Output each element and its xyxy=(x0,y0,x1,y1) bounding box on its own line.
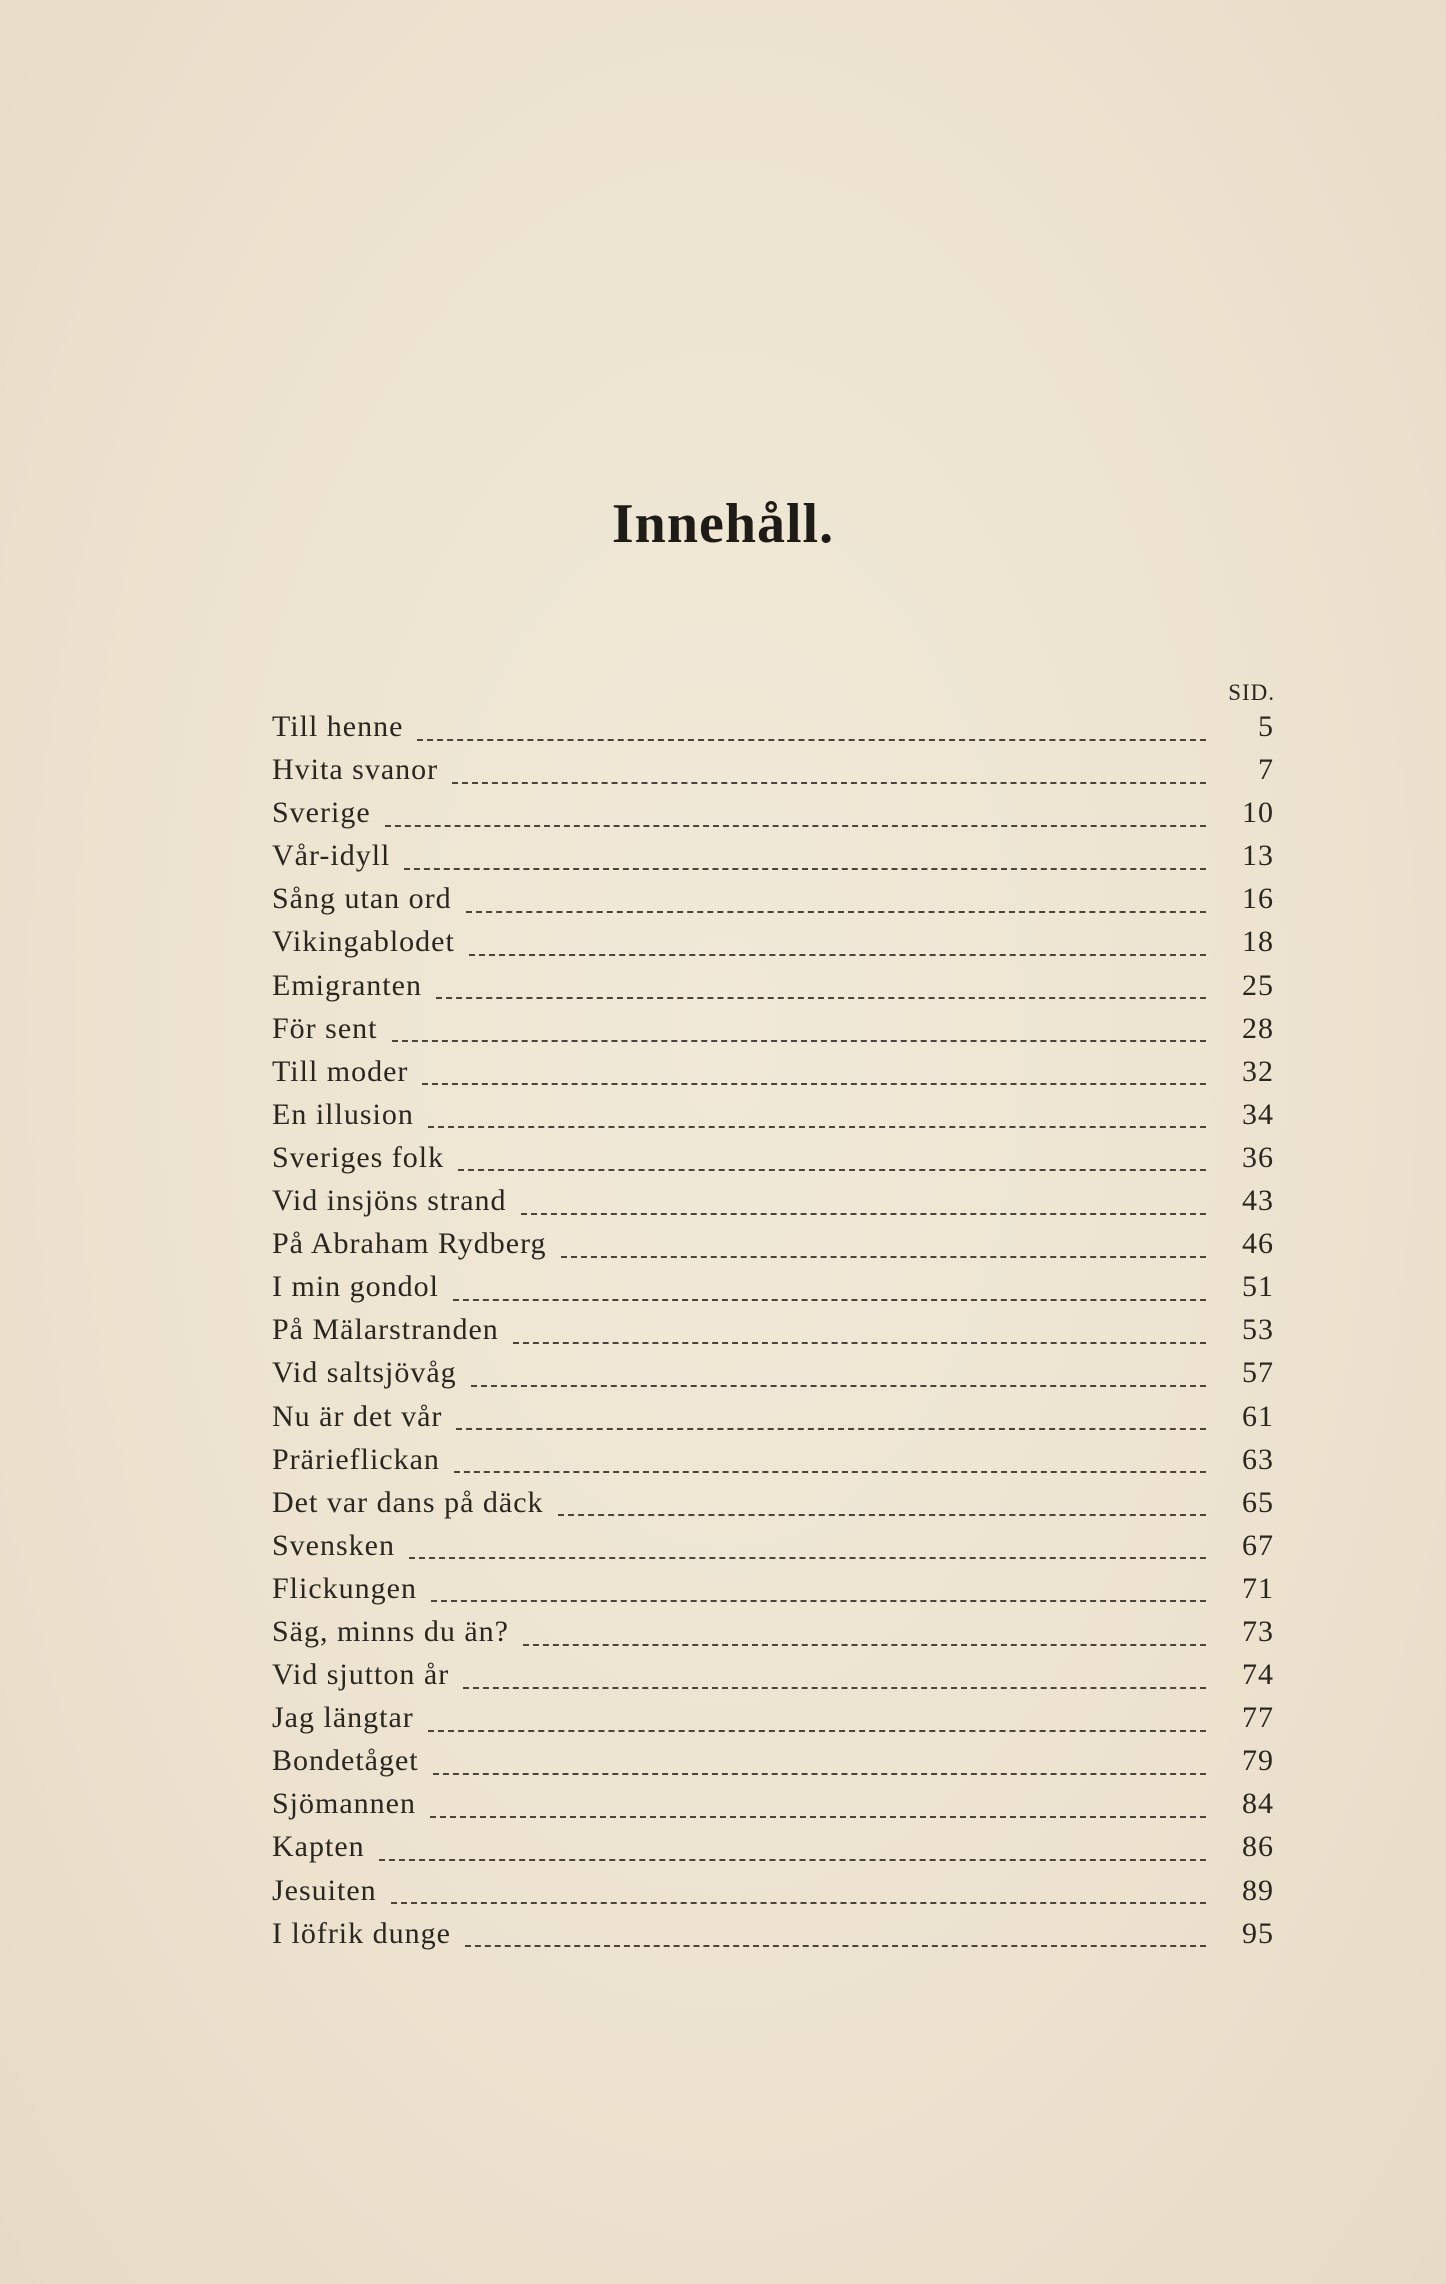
toc-entry xyxy=(272,839,1274,882)
toc-entry-page-number: 43 xyxy=(1242,1184,1274,1218)
toc-entry-page-number: 10 xyxy=(1242,796,1274,830)
dot-leader xyxy=(404,868,1206,870)
toc-entry xyxy=(272,1141,1274,1184)
toc-entry-page-number: 63 xyxy=(1242,1442,1274,1476)
dot-leader xyxy=(417,739,1206,741)
toc-entry xyxy=(272,1787,1274,1830)
dot-leader xyxy=(392,1040,1207,1042)
toc-entry xyxy=(272,1227,1274,1270)
toc-entry-page-number: 36 xyxy=(1242,1140,1274,1174)
toc-entry-title: Jag längtar xyxy=(272,1701,414,1735)
toc-entry xyxy=(272,1098,1274,1141)
toc-entry-title: Flickungen xyxy=(272,1571,417,1605)
dot-leader xyxy=(391,1902,1206,1904)
dot-leader xyxy=(436,997,1206,999)
toc-entry-title: På Mälarstranden xyxy=(272,1313,499,1347)
page-column-label: SID. xyxy=(1228,680,1275,705)
dot-leader xyxy=(463,1687,1206,1689)
toc-entry xyxy=(272,1356,1274,1399)
toc-entry-page-number: 67 xyxy=(1242,1528,1274,1562)
toc-entry xyxy=(272,1486,1274,1529)
dot-leader xyxy=(521,1213,1206,1215)
toc-entry-title: Vår-idyll xyxy=(272,839,391,873)
dot-leader xyxy=(465,1945,1206,1947)
toc-entry-title: På Abraham Rydberg xyxy=(272,1227,547,1261)
dot-leader xyxy=(458,1169,1206,1171)
toc-entry xyxy=(272,1917,1274,1960)
dot-leader xyxy=(558,1514,1206,1516)
dot-leader xyxy=(523,1644,1206,1646)
toc-entry-page-number: 95 xyxy=(1242,1916,1274,1950)
toc-entry-page-number: 7 xyxy=(1258,753,1274,787)
toc-entry-page-number: 46 xyxy=(1242,1227,1274,1261)
toc-entry-page-number: 34 xyxy=(1242,1097,1274,1131)
dot-leader xyxy=(453,1299,1206,1301)
toc-entry-page-number: 16 xyxy=(1242,882,1274,916)
toc-entry-page-number: 77 xyxy=(1242,1701,1274,1735)
toc-entry xyxy=(272,753,1274,796)
toc-entry-title: Vikingablodet xyxy=(272,925,455,959)
table-of-contents xyxy=(272,710,1274,1960)
toc-entry-page-number: 86 xyxy=(1242,1830,1274,1864)
toc-entry xyxy=(272,710,1274,753)
toc-entry-title: Vid insjöns strand xyxy=(272,1184,507,1218)
toc-entry-page-number: 25 xyxy=(1242,968,1274,1002)
toc-entry-title: Jesuiten xyxy=(272,1873,377,1907)
dot-leader xyxy=(379,1859,1206,1861)
toc-entry xyxy=(272,925,1274,968)
toc-entry-page-number: 53 xyxy=(1242,1313,1274,1347)
dot-leader xyxy=(428,1730,1206,1732)
dot-leader xyxy=(456,1428,1206,1430)
toc-entry xyxy=(272,1529,1274,1572)
toc-entry xyxy=(272,796,1274,839)
dot-leader xyxy=(466,911,1206,913)
toc-entry-page-number: 51 xyxy=(1242,1270,1274,1304)
dot-leader xyxy=(431,1600,1206,1602)
toc-entry xyxy=(272,1313,1274,1356)
toc-entry-title: För sent xyxy=(272,1011,378,1045)
toc-entry xyxy=(272,1658,1274,1701)
toc-entry-title: Det var dans på däck xyxy=(272,1485,544,1519)
toc-entry-title: Vid sjutton år xyxy=(272,1658,450,1692)
toc-entry-title: Kapten xyxy=(272,1830,365,1864)
dot-leader xyxy=(428,1126,1206,1128)
toc-entry-page-number: 18 xyxy=(1242,925,1274,959)
toc-entry xyxy=(272,1615,1274,1658)
toc-entry-title: Sjömannen xyxy=(272,1787,416,1821)
toc-entry xyxy=(272,1874,1274,1917)
toc-entry-page-number: 57 xyxy=(1242,1356,1274,1390)
dot-leader xyxy=(513,1342,1206,1344)
dot-leader xyxy=(469,954,1206,956)
toc-entry-title: Sång utan ord xyxy=(272,882,452,916)
toc-entry-title: I min gondol xyxy=(272,1270,439,1304)
dot-leader xyxy=(422,1083,1206,1085)
toc-entry-title: Sverige xyxy=(272,796,371,830)
dot-leader xyxy=(561,1256,1206,1258)
toc-entry-page-number: 13 xyxy=(1242,839,1274,873)
dot-leader xyxy=(385,825,1206,827)
toc-entry-page-number: 74 xyxy=(1242,1658,1274,1692)
toc-entry-title: Sveriges folk xyxy=(272,1140,445,1174)
dot-leader xyxy=(471,1385,1206,1387)
toc-entry-title: Nu är det vår xyxy=(272,1399,443,1433)
toc-entry-page-number: 84 xyxy=(1242,1787,1274,1821)
toc-entry xyxy=(272,882,1274,925)
dot-leader xyxy=(452,782,1206,784)
toc-entry-page-number: 32 xyxy=(1242,1054,1274,1088)
toc-entry-title: Vid saltsjövåg xyxy=(272,1356,457,1390)
toc-entry-title: Säg, minns du än? xyxy=(272,1614,509,1648)
toc-entry-page-number: 28 xyxy=(1242,1011,1274,1045)
toc-entry xyxy=(272,1744,1274,1787)
toc-entry xyxy=(272,1701,1274,1744)
toc-entry-title: Hvita svanor xyxy=(272,753,439,787)
toc-entry xyxy=(272,1443,1274,1486)
toc-entry-page-number: 73 xyxy=(1242,1614,1274,1648)
toc-entry-page-number: 65 xyxy=(1242,1485,1274,1519)
toc-entry-title: Prärieflickan xyxy=(272,1442,440,1476)
toc-entry-page-number: 89 xyxy=(1242,1873,1274,1907)
dot-leader xyxy=(409,1557,1206,1559)
toc-entry-page-number: 71 xyxy=(1242,1571,1274,1605)
dot-leader xyxy=(454,1471,1206,1473)
toc-entry xyxy=(272,969,1274,1012)
toc-entry xyxy=(272,1012,1274,1055)
toc-entry-page-number: 79 xyxy=(1242,1744,1274,1778)
toc-entry-title: Emigranten xyxy=(272,968,422,1002)
toc-entry xyxy=(272,1055,1274,1098)
toc-entry xyxy=(272,1572,1274,1615)
toc-entry-title: Bondetåget xyxy=(272,1744,419,1778)
toc-entry-title: Svensken xyxy=(272,1528,395,1562)
toc-entry xyxy=(272,1830,1274,1873)
toc-entry-page-number: 61 xyxy=(1242,1399,1274,1433)
toc-entry-title: Till henne xyxy=(272,710,404,743)
dot-leader xyxy=(433,1773,1206,1775)
toc-entry-title: I löfrik dunge xyxy=(272,1916,451,1950)
toc-entry xyxy=(272,1400,1274,1443)
toc-entry-title: Till moder xyxy=(272,1054,409,1088)
page-title: Innehåll. xyxy=(611,493,835,555)
toc-entry xyxy=(272,1184,1274,1227)
toc-entry xyxy=(272,1270,1274,1313)
toc-entry-page-number: 5 xyxy=(1258,710,1274,743)
toc-entry-title: En illusion xyxy=(272,1097,414,1131)
dot-leader xyxy=(430,1816,1206,1818)
